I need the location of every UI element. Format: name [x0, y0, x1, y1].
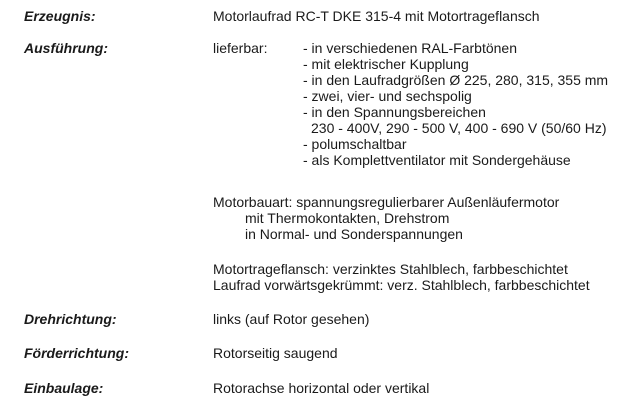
lieferbar-list — [303, 40, 608, 168]
erzeugnis-value: Motorlaufrad RC-T DKE 315-4 mit Motortrageflansch — [213, 8, 540, 24]
lieferbar-item: - als Komplettventilator mit Sondergehäuse — [303, 152, 571, 168]
lieferbar-label: lieferbar: — [213, 40, 268, 56]
motorbauart-line: in Normal- und Sonderspannungen — [245, 226, 463, 242]
lieferbar-item: - in verschiedenen RAL-Farbtönen — [303, 40, 518, 56]
drehrichtung-label: Drehrichtung: — [24, 311, 117, 327]
motorbauart-block — [213, 194, 559, 242]
material-line: Laufrad vorwärtsgekrümmt: verz. Stahlblech, farbbeschichtet — [213, 277, 590, 293]
foerderrichtung-label: Förderrichtung: — [24, 345, 129, 361]
ausfuehrung-label: Ausführung: — [24, 40, 108, 56]
lieferbar-item: - zwei, vier- und sechspolig — [303, 88, 472, 104]
erzeugnis-label: Erzeugnis: — [24, 8, 96, 24]
lieferbar-item: - in den Spannungsbereichen — [303, 104, 486, 120]
motorbauart-line: mit Thermokontakten, Drehstrom — [245, 210, 450, 226]
lieferbar-item: - mit elektrischer Kupplung — [303, 56, 469, 72]
lieferbar-item-voltages: 230 - 400V, 290 - 500 V, 400 - 690 V (50/60 Hz) — [311, 120, 607, 136]
einbaulage-value: Rotorachse horizontal oder vertikal — [213, 380, 430, 396]
material-block — [213, 261, 590, 293]
drehrichtung-value: links (auf Rotor gesehen) — [213, 311, 370, 327]
lieferbar-item: - in den Laufradgrößen Ø 225, 280, 315, 355 mm — [303, 72, 609, 88]
motorbauart-line: Motorbauart: spannungsregulierbarer Außenläufermotor — [213, 194, 560, 210]
lieferbar-item: - polumschaltbar — [303, 136, 407, 152]
foerderrichtung-value: Rotorseitig saugend — [213, 345, 338, 361]
material-line: Motortrageflansch: verzinktes Stahlblech, farbbeschichtet — [213, 261, 568, 277]
einbaulage-label: Einbaulage: — [24, 380, 104, 396]
